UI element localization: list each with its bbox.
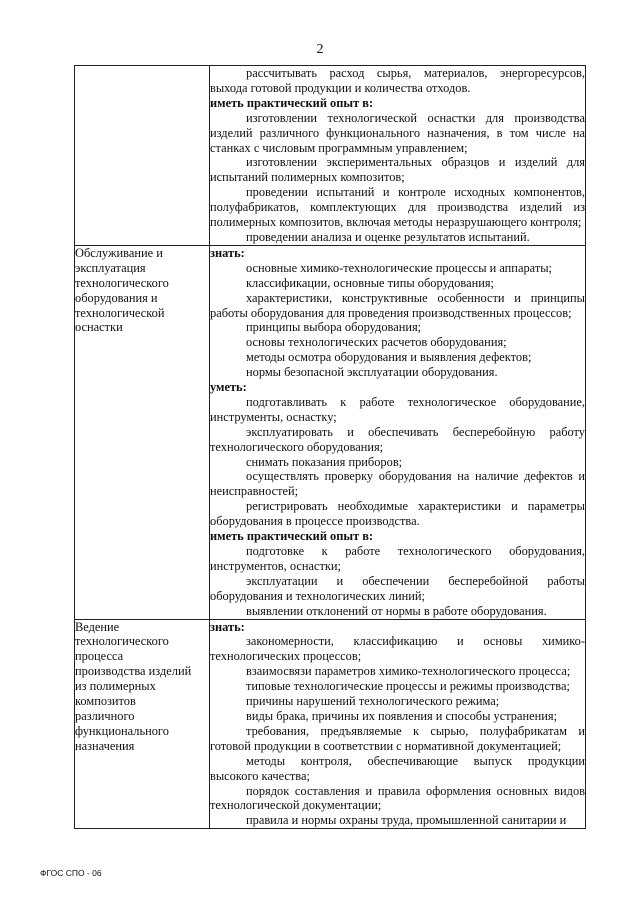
requirement-item: закономерности, классификацию и основы химико-технологических процессов; [210, 634, 585, 664]
activity-cell [75, 245, 210, 619]
requirement-item: снимать показания приборов; [246, 454, 403, 469]
activity-name-line: эксплуатация [75, 260, 146, 275]
activity-name-line: назначения [75, 738, 135, 753]
activity-name-line: Ведение [75, 619, 120, 634]
requirement-item: классификации, основные типы оборудования; [246, 275, 494, 290]
table-body [75, 66, 586, 829]
requirement-item: эксплуатировать и обеспечивать бесперебойную работу технологического оборудования; [210, 424, 585, 454]
section-heading: уметь: [210, 380, 247, 395]
competency-table [74, 65, 586, 829]
page-number: 2 [316, 42, 324, 57]
requirement-item: подготовке к работе технологического оборудования, инструментов, оснастки; [210, 544, 585, 573]
activity-name-line: Обслуживание и [75, 245, 163, 260]
requirement-item: регистрировать необходимые характеристики и параметры оборудования в процессе производства. [210, 499, 585, 529]
section-heading: знать: [210, 619, 245, 634]
table-row [75, 619, 586, 829]
requirement-item: выявлении отклонений от нормы в работе оборудования. [246, 603, 547, 618]
requirement-item: проведении испытаний и контроле исходных компонентов, полуфабрикатов, комплектующих для производства изделий из полимерных композитов, включая методы неразрушающего контроля; [210, 185, 585, 230]
activity-name-line: технологического [75, 275, 169, 290]
requirement-item: порядок составления и правила оформления основных видов технологической документации; [210, 783, 585, 813]
requirement-item: типовые технологические процессы и режимы производства; [246, 679, 570, 694]
requirement-item: проведении анализа и оценке результатов испытаний. [246, 229, 530, 244]
requirement-item: осуществлять проверку оборудования на наличие дефектов и неисправностей; [210, 469, 585, 499]
requirement-item: эксплуатации и обеспечении бесперебойной работы оборудования и технологических линий; [210, 573, 585, 603]
requirement-item: изготовлении экспериментальных образцов и изделий для испытаний полимерных композитов; [210, 155, 585, 185]
activity-name-line: технологического [75, 634, 169, 649]
section-heading: иметь практический опыт в: [210, 529, 374, 544]
activity-name-line: оснастки [75, 320, 123, 335]
requirement-item: правила и нормы охраны труда, промышленной санитарии и [246, 813, 567, 828]
activity-cell [75, 66, 210, 246]
requirement-item: основные химико-технологические процессы и аппараты; [246, 260, 552, 275]
requirement-item: виды брака, причины их появления и способы устранения; [246, 708, 558, 723]
section-heading: знать: [210, 245, 245, 260]
activity-name-line: функционального [75, 723, 169, 738]
requirement-item: методы контроля, обеспечивающие выпуск продукции высокого качества; [210, 753, 585, 783]
requirement-item: принципы выбора оборудования; [246, 320, 422, 335]
activity-name-line: производства изделий [75, 664, 192, 679]
requirement-item: требования, предъявляемые к сырью, полуфабрикатам и готовой продукции в соответствии с нормативной документацией; [210, 723, 585, 753]
requirement-item: подготавливать к работе технологическое оборудование, инструменты, оснастку; [210, 394, 585, 424]
requirement-item: методы осмотра оборудования и выявления дефектов; [246, 350, 532, 365]
requirements-cell [210, 66, 586, 246]
section-heading: иметь практический опыт в: [210, 95, 374, 110]
requirements-cell [210, 245, 586, 619]
requirement-item: основы технологических расчетов оборудования; [246, 335, 507, 350]
requirement-item: рассчитывать расход сырья, материалов, энергоресурсов, выхода готовой продукции и количества отходов. [210, 66, 585, 95]
activity-name-line: технологической [75, 305, 165, 320]
activity-name-line: из полимерных [75, 679, 156, 694]
activity-name-line: композитов [75, 694, 136, 709]
requirement-item: нормы безопасной эксплуатации оборудования. [246, 365, 498, 380]
requirement-item: причины нарушений технологического режима; [246, 694, 500, 709]
table-row [75, 245, 586, 619]
table-row [75, 66, 586, 246]
footer-code: ФГОС СПО - 06 [40, 868, 102, 878]
requirements-cell [210, 619, 586, 829]
activity-name-line: оборудования и [75, 290, 158, 305]
requirement-item: изготовлении технологической оснастки для производства изделий различного функционального назначения, в том числе на станках с числовым программным управлением; [210, 110, 585, 155]
requirement-item: взаимосвязи параметров химико-технологического процесса; [246, 664, 571, 679]
activity-cell [75, 619, 210, 829]
activity-name-line: различного [75, 708, 135, 723]
requirement-item: характеристики, конструктивные особенности и принципы работы оборудования для проведения производственных процессов; [210, 290, 585, 320]
activity-name-line: процесса [75, 649, 124, 664]
